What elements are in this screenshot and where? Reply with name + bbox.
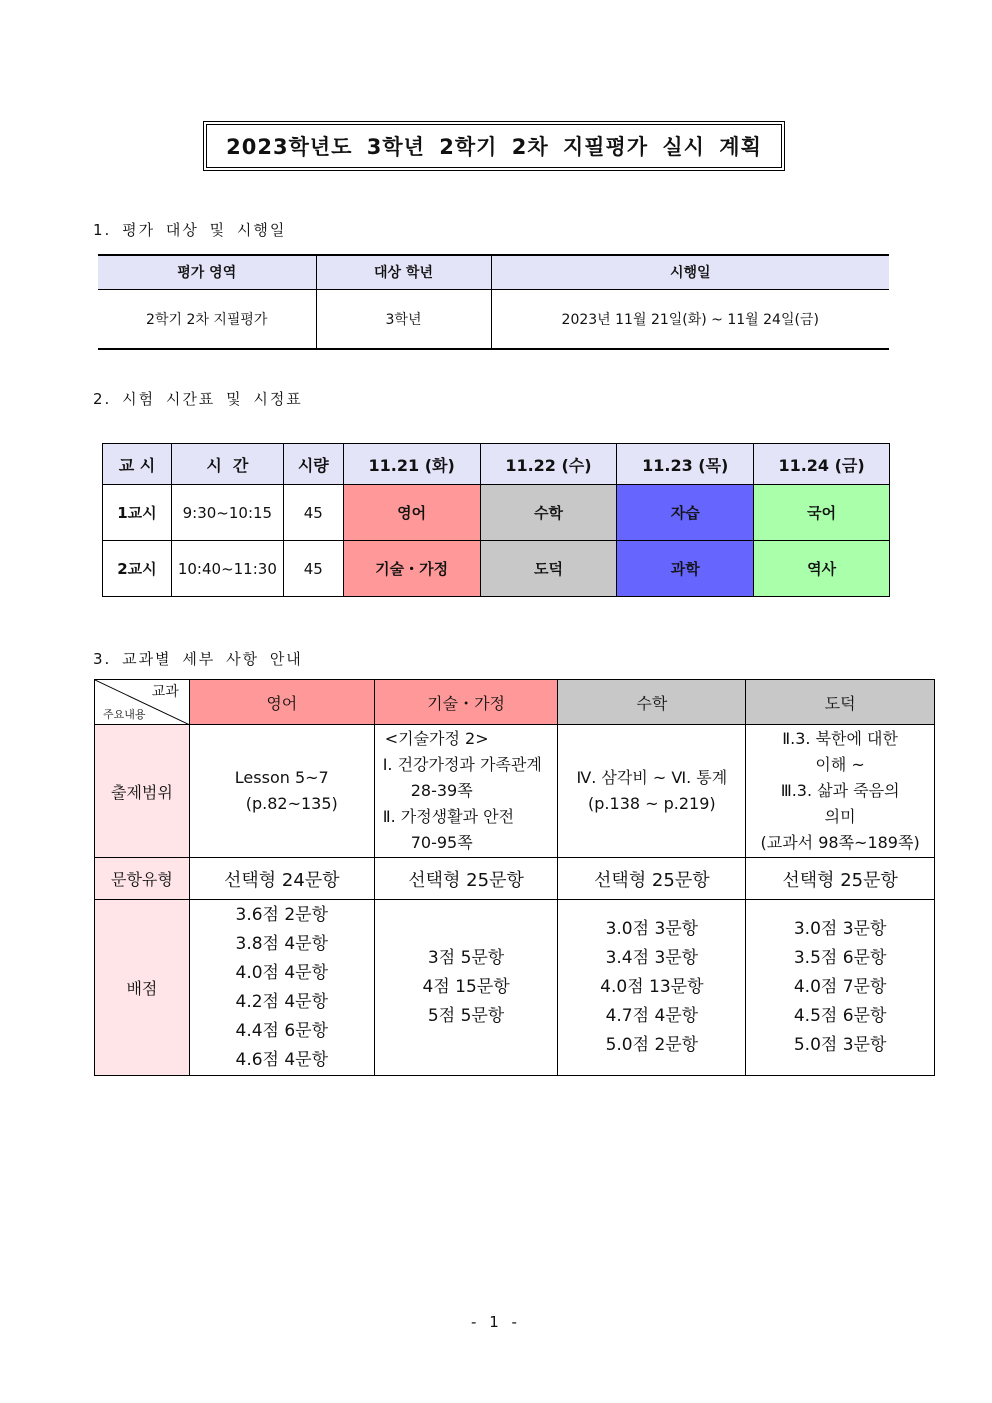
points-ethics-line: 4.0점 7문항	[793, 977, 887, 997]
points-ethics	[746, 900, 935, 1076]
header-day-tue: 11.21 (화)	[343, 444, 480, 485]
points-ethics-line: 4.5점 6문항	[793, 1006, 887, 1026]
scope-ethics-line: (교과서 98쪽~189쪽)	[760, 833, 920, 852]
points-english-line: 3.8점 4문항	[235, 934, 329, 954]
points-math-line: 3.4점 3문항	[605, 948, 699, 968]
points-english-line: 4.2점 4문항	[235, 992, 329, 1012]
page-title: 2023학년도 3학년 2학기 2차 지필평가 실시 계획	[206, 124, 782, 168]
scope-english	[189, 725, 374, 858]
scope-math-line: (p.138 ~ p.219)	[588, 794, 716, 813]
points-math-line: 3.0점 3문항	[605, 919, 699, 939]
points-math-line: 4.0점 13문항	[600, 977, 704, 997]
points-english-line: 3.6점 2문항	[235, 905, 329, 925]
subject-fri-1: 국어	[754, 485, 890, 541]
points-ethics-line: 5.0점 3문항	[793, 1035, 887, 1055]
scope-ethics-line: 이해 ~	[815, 755, 865, 774]
subject-wed-2: 도덕	[480, 541, 617, 597]
points-tech	[374, 900, 558, 1076]
section2-heading: 2. 시험 시간표 및 시정표	[93, 390, 303, 408]
header-period: 교 시	[103, 444, 172, 485]
header-grade: 대상 학년	[316, 255, 491, 289]
corner-header	[95, 680, 190, 725]
exam-schedule-table	[102, 443, 890, 597]
scope-english-line: Lesson 5~7	[234, 768, 329, 787]
time-2: 10:40~11:30	[171, 541, 283, 597]
points-tech-line: 5점 5문항	[427, 1006, 505, 1026]
header-day-wed: 11.22 (수)	[480, 444, 617, 485]
time-1: 9:30~10:15	[171, 485, 283, 541]
subject-thu-2: 과학	[617, 541, 754, 597]
type-english: 선택형 24문항	[189, 858, 374, 900]
section1-heading: 1. 평가 대상 및 시행일	[93, 221, 287, 239]
scope-ethics-line: 의미	[824, 807, 856, 826]
subject-tech: 기술・가정	[374, 680, 558, 725]
scope-tech-line: <기술가정 2>	[384, 729, 489, 748]
points-english-line: 4.4점 6문항	[235, 1021, 329, 1041]
header-area: 평가 영역	[98, 255, 316, 289]
header-day-fri: 11.24 (금)	[754, 444, 890, 485]
page-number: - 1 -	[471, 1313, 521, 1331]
points-ethics-line: 3.0점 3문항	[793, 919, 887, 939]
scope-ethics	[746, 725, 935, 858]
header-time: 시 간	[171, 444, 283, 485]
points-english-line: 4.6점 4문항	[235, 1050, 329, 1070]
header-day-thu: 11.23 (목)	[617, 444, 754, 485]
row-label-type: 문항유형	[95, 858, 190, 900]
points-tech-line: 4점 15문항	[422, 977, 510, 997]
cell-grade: 3학년	[316, 289, 491, 349]
scope-tech-line: Ⅱ. 가정생활과 안전	[382, 807, 515, 826]
subject-tue-2: 기술・가정	[343, 541, 480, 597]
scope-math-line: Ⅳ. 삼각비 ~ Ⅵ. 통계	[576, 768, 728, 787]
subject-english: 영어	[189, 680, 374, 725]
scope-ethics-line: Ⅲ.3. 삶과 죽음의	[780, 781, 900, 800]
points-math-line: 5.0점 2문항	[605, 1035, 699, 1055]
subject-math: 수학	[558, 680, 746, 725]
scope-tech-line: 28-39쪽	[410, 781, 473, 800]
type-ethics: 선택형 25문항	[746, 858, 935, 900]
duration-1: 45	[283, 485, 343, 541]
corner-bottom-label: 주요내용	[103, 708, 146, 721]
subject-fri-2: 역사	[754, 541, 890, 597]
subject-tue-1: 영어	[343, 485, 480, 541]
period-1: 1교시	[103, 485, 172, 541]
points-english-line: 4.0점 4문항	[235, 963, 329, 983]
type-math: 선택형 25문항	[558, 858, 746, 900]
scope-english-line: (p.82~135)	[245, 794, 338, 813]
points-ethics-line: 3.5점 6문항	[793, 948, 887, 968]
header-date: 시행일	[491, 255, 889, 289]
row-label-scope: 출제범위	[95, 725, 190, 858]
subject-ethics: 도덕	[746, 680, 935, 725]
cell-date: 2023년 11월 21일(화) ~ 11월 24일(금)	[491, 289, 889, 349]
scope-tech-line: Ⅰ. 건강가정과 가족관계	[382, 755, 542, 774]
duration-2: 45	[283, 541, 343, 597]
evaluation-target-table	[98, 254, 889, 350]
scope-math	[558, 725, 746, 858]
title-box	[203, 121, 785, 171]
points-math-line: 4.7점 4문항	[605, 1006, 699, 1026]
subject-thu-1: 자습	[617, 485, 754, 541]
points-math	[558, 900, 746, 1076]
points-english	[189, 900, 374, 1076]
scope-ethics-line: Ⅱ.3. 북한에 대한	[782, 729, 898, 748]
section3-heading: 3. 교과별 세부 사항 안내	[93, 650, 303, 668]
cell-area: 2학기 2차 지필평가	[98, 289, 316, 349]
subject-wed-1: 수학	[480, 485, 617, 541]
corner-top-label: 교과	[151, 684, 179, 700]
points-tech-line: 3점 5문항	[427, 948, 505, 968]
subject-details-table	[94, 679, 935, 1076]
scope-tech-line: 70-95쪽	[410, 833, 473, 852]
period-2: 2교시	[103, 541, 172, 597]
type-tech: 선택형 25문항	[374, 858, 558, 900]
header-duration: 시량	[283, 444, 343, 485]
row-label-points: 배점	[95, 900, 190, 1076]
scope-tech	[374, 725, 558, 858]
